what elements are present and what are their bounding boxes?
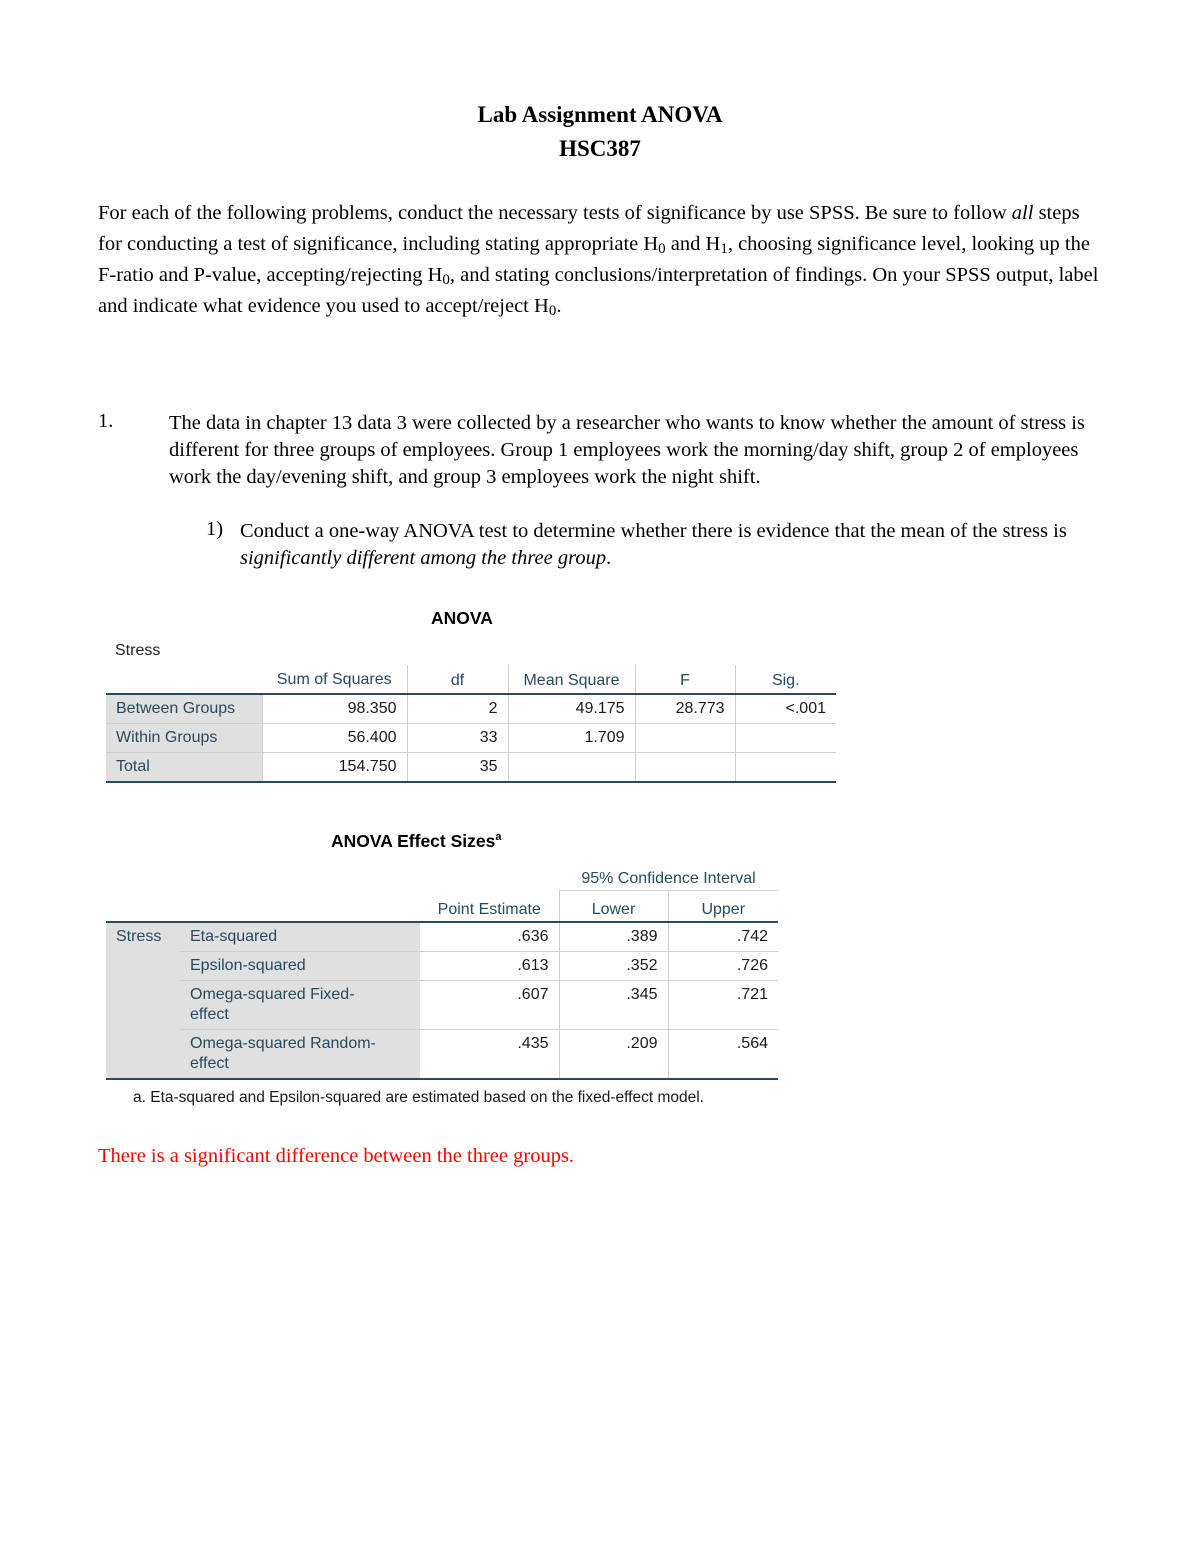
column-header-blank [180, 891, 420, 923]
column-header-sum-of-squares: Sum of Squares [276, 671, 392, 688]
column-header-blank [106, 891, 180, 923]
cell-upper: .742 [668, 922, 778, 952]
cell-point-estimate: .607 [420, 981, 559, 1030]
effect-sizes-table-title: ANOVA Effect Sizes$^a$ [331, 831, 502, 851]
column-header-df: df [407, 665, 508, 694]
cell-upper: .726 [668, 952, 778, 981]
column-header-mean-square: Mean Square [508, 665, 635, 694]
course-code: HSC387 [559, 136, 641, 161]
table-row [106, 724, 836, 753]
sub-question-text: Conduct a one-way ANOVA test to determine whether there is evidence that the mean of the stress is significantly different among the three group. [240, 520, 1067, 569]
cell-f [635, 753, 735, 783]
row-label: Epsilon-squared [180, 952, 420, 981]
cell-sig: <.001 [735, 694, 836, 724]
cell-df: 35 [407, 753, 508, 783]
column-header-blank [106, 860, 180, 891]
table-row [106, 1030, 778, 1080]
cell-f: 28.773 [635, 694, 735, 724]
row-label: Between Groups [106, 694, 262, 724]
effect-sizes-table [106, 860, 778, 1080]
table-row [106, 753, 836, 783]
column-header-lower: Lower [559, 891, 668, 923]
column-header-f: F [635, 665, 735, 694]
cell-lower: .389 [559, 922, 668, 952]
cell-sum-of-squares: 154.750 [262, 753, 407, 783]
cell-df: 33 [407, 724, 508, 753]
column-header-point-estimate: Point Estimate [437, 901, 541, 918]
cell-sum-of-squares: 98.350 [262, 694, 407, 724]
column-header-blank [180, 860, 420, 891]
cell-sum-of-squares: 56.400 [262, 724, 407, 753]
cell-upper: .564 [668, 1030, 778, 1080]
table-footnote: a. Eta-squared and Epsilon-squared are estimated based on the fixed-effect model. [133, 1089, 704, 1106]
instructions-paragraph: For each of the following problems, conduct the necessary tests of significance by use SPSS. Be sure to follow all steps for conducting a test of significance, including stating appropriate $H_0$ and $H_1$, choosing significance level, looking up the F-ratio and P-value, accepting/rejecting $H_0$, and stating conclusions/interpretation of findings. On your SPSS output, label and indicate what evidence you used to accept/reject $H_0$. [98, 202, 1099, 319]
column-header-blank [106, 665, 262, 694]
table-row [106, 981, 778, 1030]
question-number: 1. [98, 410, 114, 432]
table-row [106, 694, 836, 724]
table-row [106, 922, 778, 952]
cell-mean-square: 1.709 [508, 724, 635, 753]
row-label: Eta-squared [180, 922, 420, 952]
anova-dependent-variable: Stress [115, 642, 161, 659]
cell-lower: .209 [559, 1030, 668, 1080]
cell-df: 2 [407, 694, 508, 724]
cell-mean-square [508, 753, 635, 783]
cell-sig [735, 724, 836, 753]
row-label: Total [106, 753, 262, 783]
cell-sig [735, 753, 836, 783]
question-text: The data in chapter 13 data 3 were collected by a researcher who wants to know whether the amount of stress is different for three groups of employees. Group 1 employees work the morning/day shift, group 2 of employees work the day/evening shift, and group 3 employees work the night shift. [169, 412, 1085, 488]
column-header-upper: Upper [668, 891, 778, 923]
row-label: Omega-squared Random-effect [180, 1030, 420, 1080]
column-header-confidence-interval: 95% Confidence Interval [559, 860, 778, 891]
sub-question-number: 1) [206, 518, 224, 540]
cell-point-estimate: .613 [420, 952, 559, 981]
cell-point-estimate: .636 [517, 928, 549, 945]
document-title: Lab Assignment ANOVA [477, 102, 723, 127]
cell-mean-square: 49.175 [508, 694, 635, 724]
cell-point-estimate: .435 [420, 1030, 559, 1080]
cell-lower: .352 [559, 952, 668, 981]
column-header-sig: Sig. [735, 665, 836, 694]
row-label: Within Groups [106, 724, 262, 753]
row-group-label: Stress [106, 922, 180, 1079]
row-label: Omega-squared Fixed-effect [180, 981, 420, 1030]
cell-upper: .721 [668, 981, 778, 1030]
conclusion-text: There is a significant difference between the three groups. [98, 1145, 575, 1167]
cell-f [635, 724, 735, 753]
anova-table [106, 665, 836, 783]
table-row [106, 952, 778, 981]
column-header-blank [420, 860, 559, 891]
cell-lower: .345 [559, 981, 668, 1030]
anova-table-title: ANOVA [431, 608, 493, 628]
